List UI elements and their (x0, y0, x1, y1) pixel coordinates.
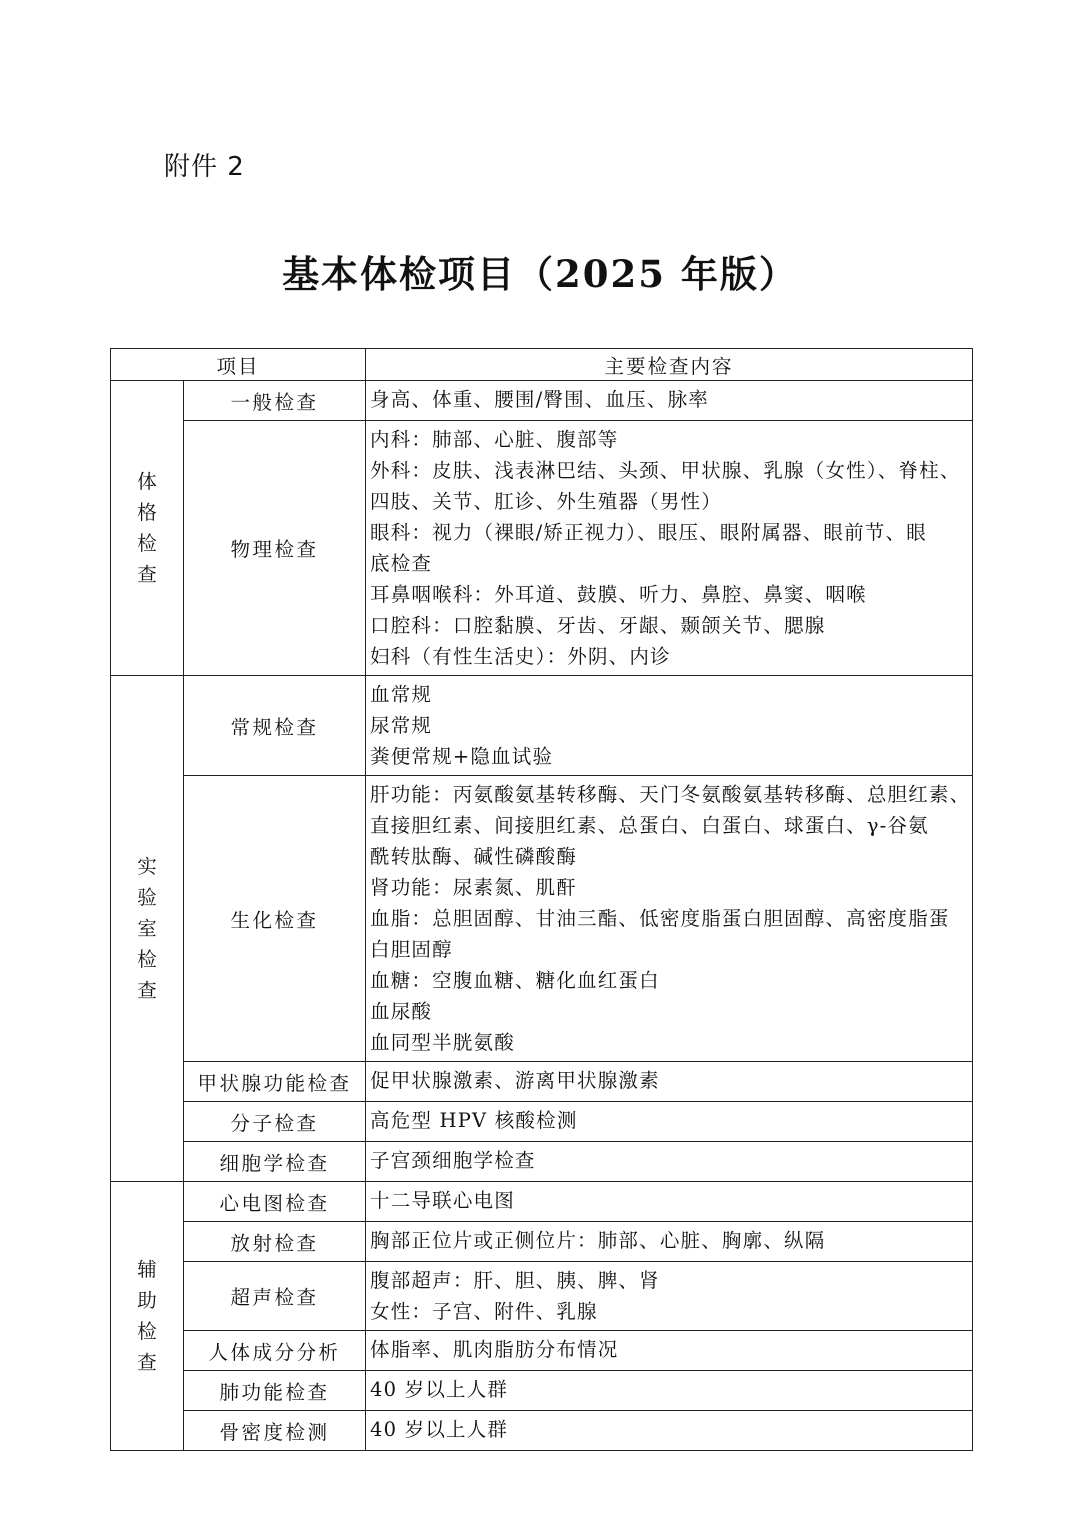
header-item: 项目 (111, 349, 366, 381)
item-cell: 肺功能检查 (184, 1371, 366, 1411)
content-line: 内科：肺部、心脏、腹部等 (370, 428, 619, 451)
table-row (111, 1062, 973, 1102)
content-line: 子宫颈细胞学检查 (370, 1149, 536, 1172)
item-cell: 心电图检查 (184, 1182, 366, 1222)
content-line: 尿常规 (370, 714, 433, 737)
content-cell (366, 1182, 973, 1222)
attachment-label: 附件 2 (164, 152, 245, 182)
table-row (111, 1102, 973, 1142)
content-line: 体脂率、肌肉脂肪分布情况 (370, 1338, 619, 1361)
table-header-row (111, 349, 973, 381)
content-line: 高危型 HPV 核酸检测 (370, 1109, 578, 1132)
content-line: 40 岁以上人群 (370, 1418, 509, 1441)
content-line: 耳鼻咽喉科：外耳道、鼓膜、听力、鼻腔、鼻窦、咽喉 (370, 583, 867, 606)
item-cell: 分子检查 (184, 1102, 366, 1142)
content-line: 女性：子宫、附件、乳腺 (370, 1300, 598, 1323)
content-cell (366, 421, 973, 676)
item-cell: 放射检查 (184, 1222, 366, 1262)
table-row (111, 676, 973, 776)
header-content: 主要检查内容 (366, 349, 973, 381)
content-line: 外科：皮肤、浅表淋巴结、头颈、甲状腺、乳腺（女性）、脊柱、 (370, 459, 961, 482)
content-cell (366, 1331, 973, 1371)
category-label: 体格检查 (137, 470, 157, 586)
table-row (111, 1262, 973, 1331)
checkup-items-table (110, 348, 973, 1451)
content-line: 十二导联心电图 (370, 1189, 515, 1212)
content-cell (366, 1222, 973, 1262)
table-row (111, 381, 973, 421)
content-cell (366, 776, 973, 1062)
content-line: 底检查 (370, 552, 433, 575)
table-row (111, 1182, 973, 1222)
content-line: 血常规 (370, 683, 433, 706)
table-row (111, 1371, 973, 1411)
content-cell (366, 1411, 973, 1451)
item-cell: 细胞学检查 (184, 1142, 366, 1182)
category-cell (111, 676, 184, 1182)
table-row (111, 776, 973, 1062)
content-cell (366, 1371, 973, 1411)
content-cell (366, 1062, 973, 1102)
content-line: 肾功能：尿素氮、肌酐 (370, 876, 578, 899)
content-cell (366, 381, 973, 421)
content-line: 妇科（有性生活史）：外阴、内诊 (370, 645, 671, 668)
content-line: 四肢、关节、肛诊、外生殖器（男性） (370, 490, 722, 513)
category-label: 实验室检查 (137, 855, 157, 1002)
item-cell: 一般检查 (184, 381, 366, 421)
item-cell: 骨密度检测 (184, 1411, 366, 1451)
content-line: 肝功能：丙氨酸氨基转移酶、天门冬氨酸氨基转移酶、总胆红素、 (370, 783, 971, 806)
content-line: 胸部正位片或正侧位片：肺部、心脏、胸廓、纵隔 (370, 1229, 826, 1252)
item-cell: 物理检查 (184, 421, 366, 676)
table-row (111, 421, 973, 676)
content-line: 身高、体重、腰围/臀围、血压、脉率 (370, 388, 709, 411)
content-cell (366, 676, 973, 776)
content-line: 血脂：总胆固醇、甘油三酯、低密度脂蛋白胆固醇、高密度脂蛋 (370, 907, 950, 930)
table-row (111, 1331, 973, 1371)
content-line: 40 岁以上人群 (370, 1378, 509, 1401)
content-line: 促甲状腺激素、游离甲状腺激素 (370, 1069, 660, 1092)
table-row (111, 1411, 973, 1451)
table-row (111, 1142, 973, 1182)
table-row (111, 1222, 973, 1262)
item-cell: 生化检查 (184, 776, 366, 1062)
item-cell: 甲状腺功能检查 (184, 1062, 366, 1102)
table-body (111, 381, 973, 1451)
content-line: 粪便常规+隐血试验 (370, 745, 554, 768)
content-cell (366, 1142, 973, 1182)
category-cell (111, 1182, 184, 1451)
category-label: 辅助检查 (137, 1258, 157, 1374)
content-line: 血尿酸 (370, 1000, 433, 1023)
content-cell (366, 1262, 973, 1331)
content-line: 血糖：空腹血糖、糖化血红蛋白 (370, 969, 660, 992)
content-line: 血同型半胱氨酸 (370, 1031, 515, 1054)
content-line: 直接胆红素、间接胆红素、总蛋白、白蛋白、球蛋白、γ-谷氨 (370, 814, 929, 837)
content-cell (366, 1102, 973, 1142)
content-line: 白胆固醇 (370, 938, 453, 961)
item-cell: 人体成分分析 (184, 1331, 366, 1371)
category-cell (111, 381, 184, 676)
content-line: 酰转肽酶、碱性磷酸酶 (370, 845, 578, 868)
item-cell: 常规检查 (184, 676, 366, 776)
item-cell: 超声检查 (184, 1262, 366, 1331)
document-title: 基本体检项目（2025 年版） (282, 252, 798, 296)
content-line: 眼科：视力（裸眼/矫正视力）、眼压、眼附属器、眼前节、眼 (370, 521, 927, 544)
content-line: 口腔科：口腔黏膜、牙齿、牙龈、颞颌关节、腮腺 (370, 614, 826, 637)
content-line: 腹部超声：肝、胆、胰、脾、肾 (370, 1269, 660, 1292)
